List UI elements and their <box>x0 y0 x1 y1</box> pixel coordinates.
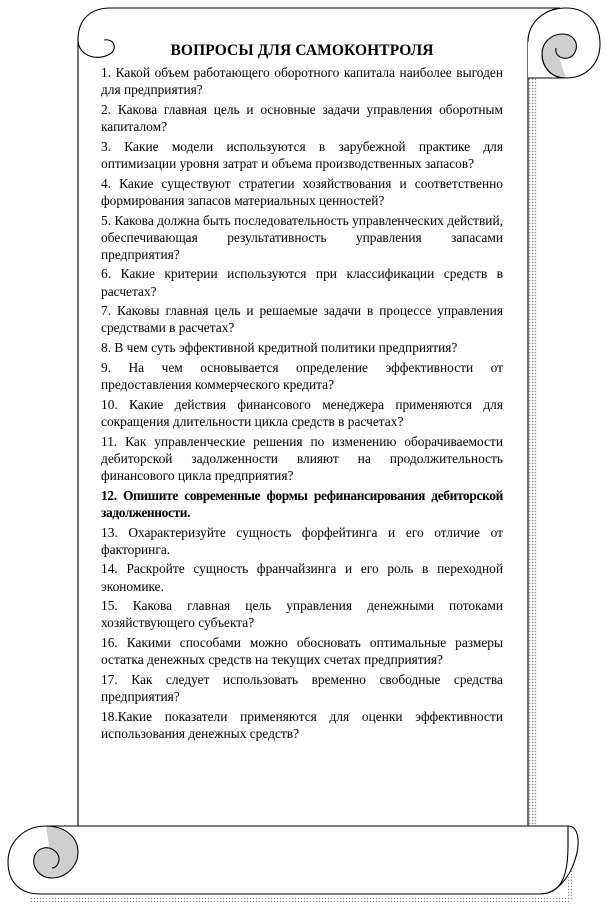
question-item: 9. На чем основывается определение эффективности от предоставления коммерческого кредита? <box>101 360 503 393</box>
question-item: 16. Какими способами можно обосновать оптимальные размеры остатка денежных средств на текущих счетах предприятия? <box>101 635 503 668</box>
question-item: 3. Какие модели используются в зарубежной практике для оптимизации уровня затрат и объема производственных запасов? <box>101 138 503 171</box>
question-item: 14. Раскройте сущность франчайзинга и его роль в переходной экономике. <box>101 561 503 594</box>
question-item: 2. Какова главная цель и основные задачи управления оборотным капиталом? <box>101 101 503 134</box>
question-item: 4. Какие существуют стратегии хозяйствования и соответственно формирования запасов материальных ценностей? <box>101 175 503 208</box>
question-item: 11. Как управленческие решения по изменению оборачиваемости дебиторской задолженности влияют на продолжительность финансового цикла предприятия? <box>101 433 503 483</box>
question-item: 1. Какой объем работающего оборотного капитала наиболее выгоден для предприятия? <box>101 65 503 98</box>
question-item: 12. Опишите современные формы рефинансирования дебиторской задолженности. <box>101 487 503 520</box>
question-item: 6. Какие критерии используются при классификации средств в расчетах? <box>101 266 503 299</box>
question-item: 17. Как следует использовать временно свободные средства предприятия? <box>101 672 503 705</box>
question-item: 18.Какие показатели применяются для оценки эффективности использования денежных средств? <box>101 708 503 742</box>
scroll-top-right-curl <box>528 8 600 78</box>
page-title: ВОПРОСЫ ДЛЯ САМОКОНТРОЛЯ <box>170 42 434 59</box>
question-item: 8. В чем суть эффективной кредитной политики предприятия? <box>101 340 458 356</box>
question-item: 7. Каковы главная цель и решаемые задачи в процессе управления средствами в расчетах? <box>101 303 503 336</box>
scroll-bottom-roll <box>8 826 578 894</box>
self-check-content <box>101 40 503 745</box>
question-item: 10. Какие действия финансового менеджера применяются для сокращения длительности цикла средств в расчетах? <box>101 396 503 429</box>
question-item: 13. Охарактеризуйте сущность форфейтинга и его отличие от факторинга. <box>101 524 503 557</box>
question-list <box>101 64 503 742</box>
question-item: 15. Какова главная цель управления денежными потоками хозяйствующего субъекта? <box>101 598 503 631</box>
question-item: 5. Какова должна быть последовательность управленческих действий, обеспечивающая результативность управления запасами предприятия? <box>101 212 503 262</box>
